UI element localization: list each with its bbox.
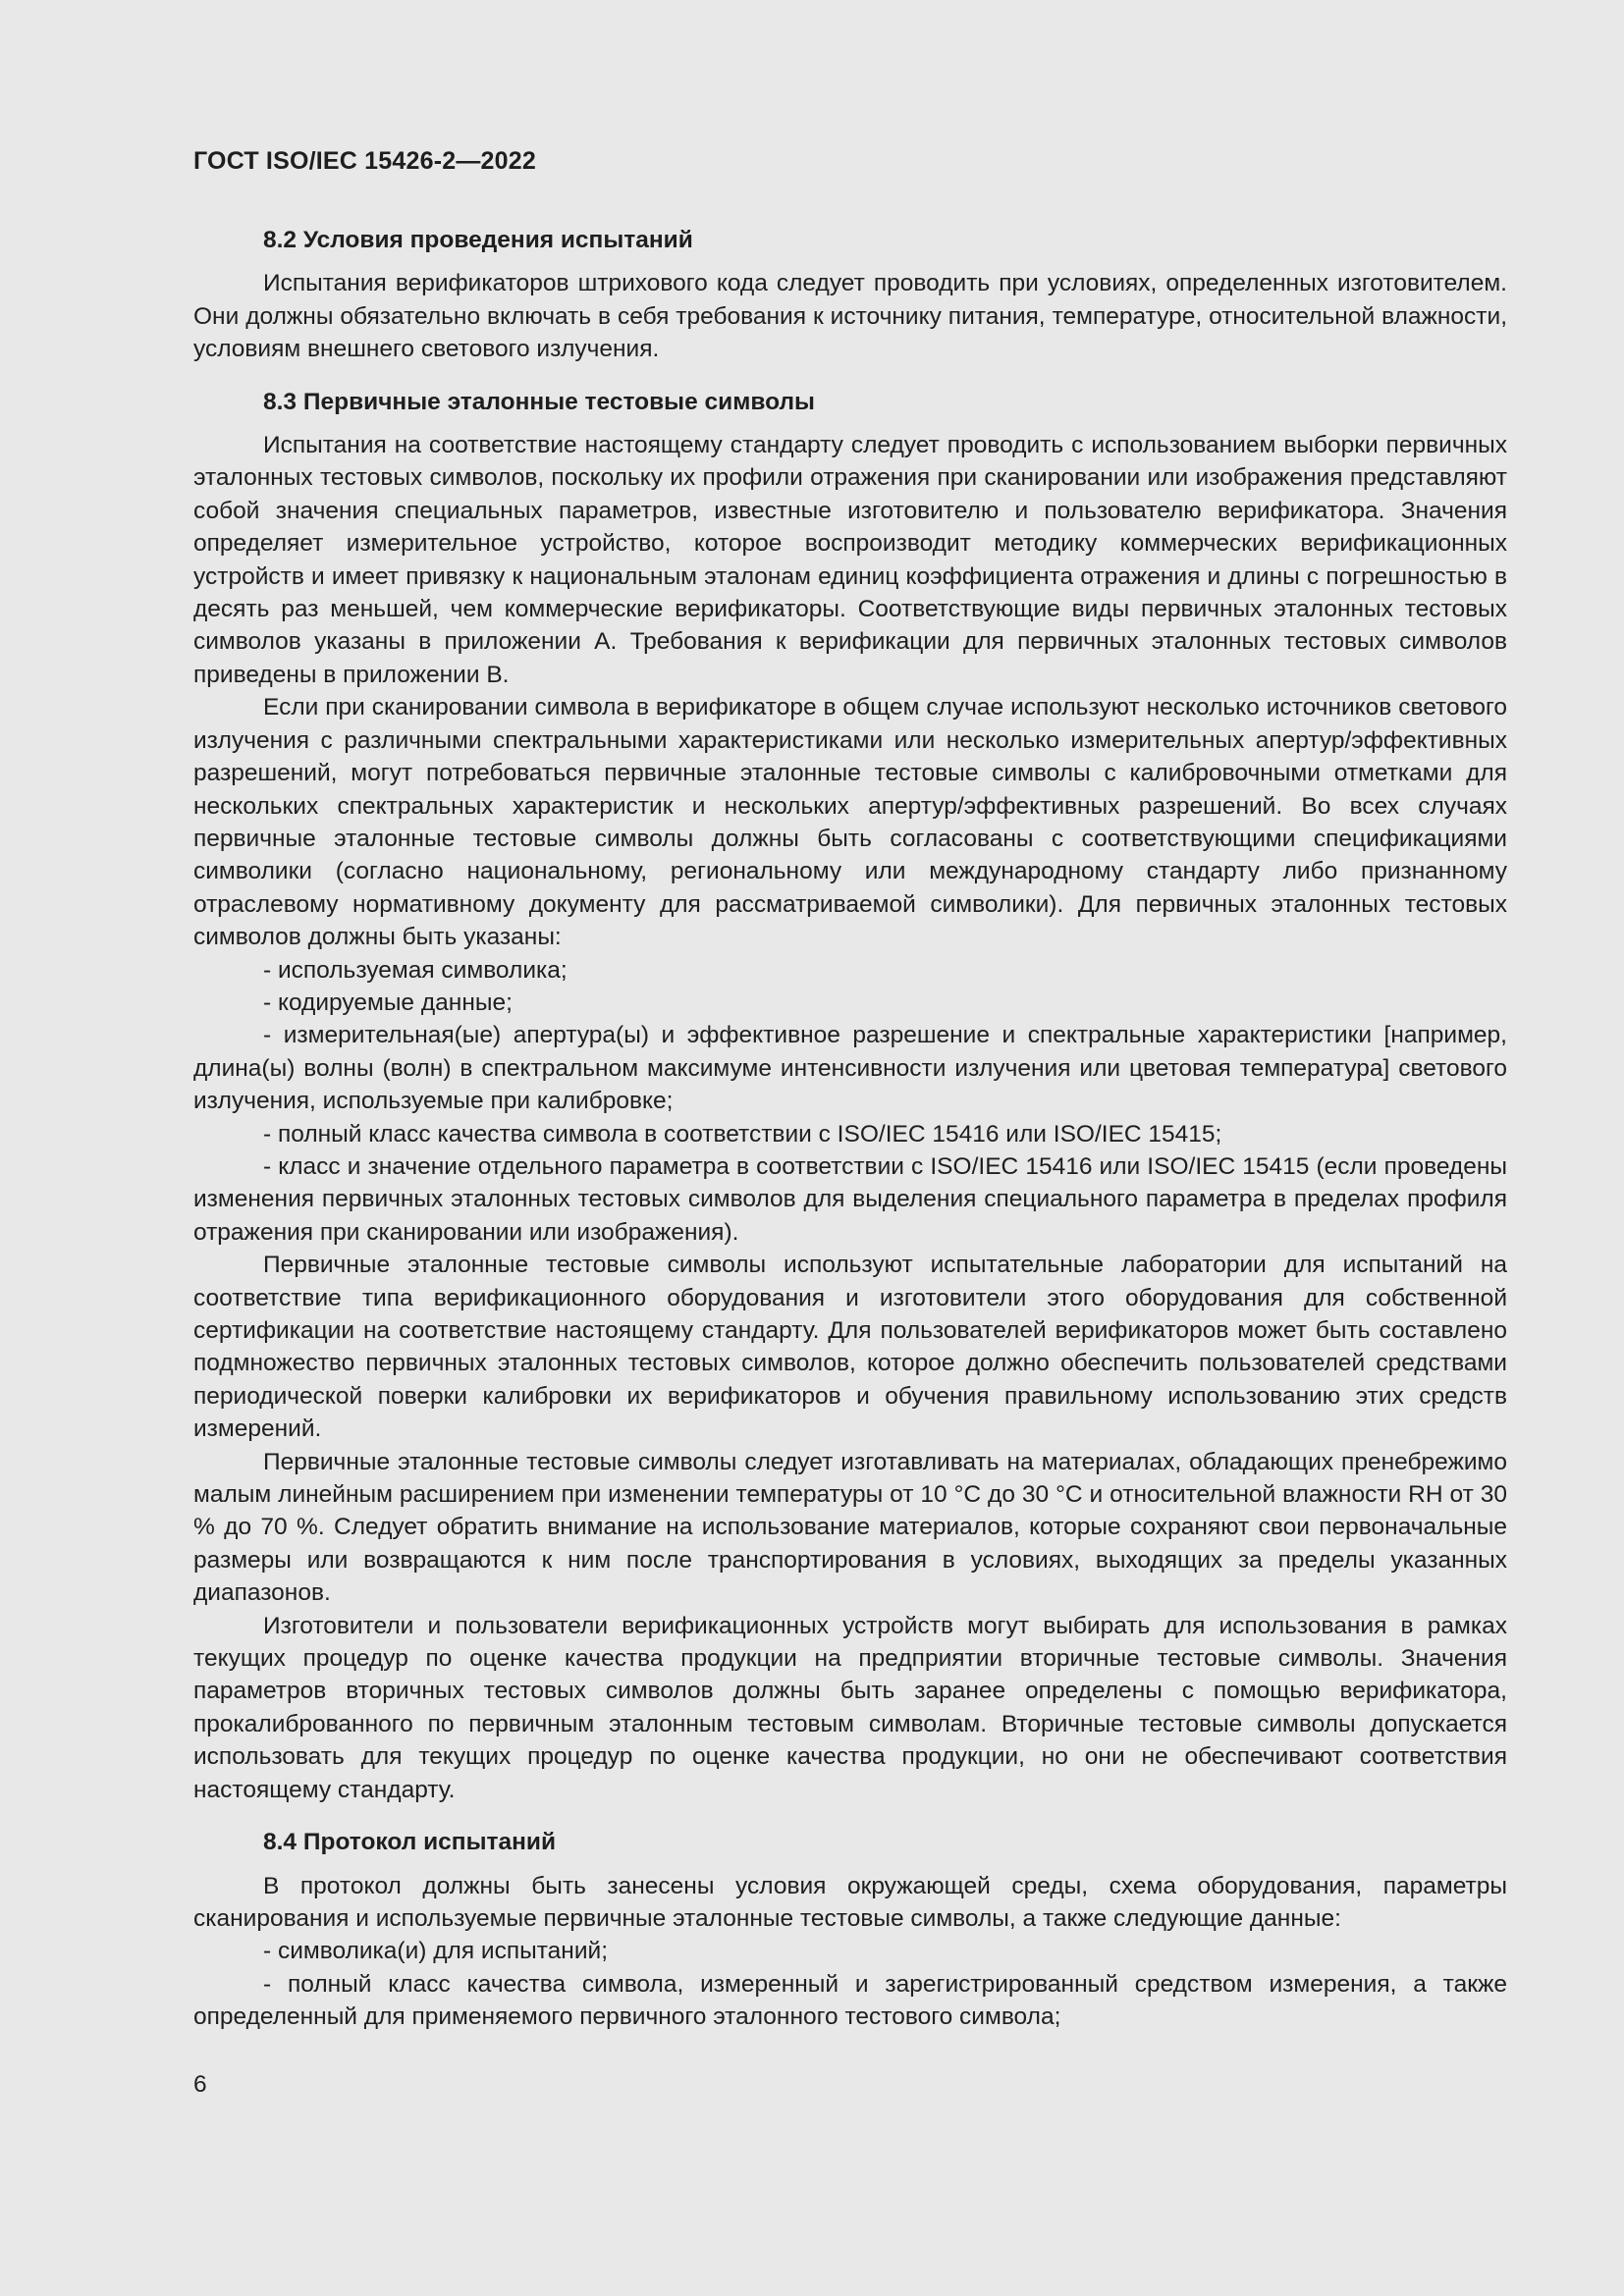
list-item: - полный класс качества символа, измеренный и зарегистрированный средством измерения, а также определенный для применяемого первичного эталонного тестового символа; <box>193 1970 1507 2031</box>
section-heading-8-4: 8.4 Протокол испытаний <box>263 1829 557 1856</box>
paragraph: Изготовители и пользователи верификационных устройств могут выбирать для использования в рамках текущих процедур по оценке качества продукции на предприятии вторичные тестовые символы. Значения параметров вторичных тестовых символов должны быть заранее определены с помощью верификатора, прокалиброванного по первичным эталонным тестовым символам. Вторичные тестовые символы допускается использовать для текущих процедур по оценке качества продукции, но они не обеспечивают соответствия настоящему стандарту. <box>193 1612 1507 1803</box>
paragraph: Первичные эталонные тестовые символы следует изготавливать на материалах, обладающих пренебрежимо малым линейным расширением при изменении температуры от 10 °С до 30 °С и относительной влажности RH от 30 % до 70 %. Следует обратить внимание на использование материалов, которые сохраняют свои первоначальные размеры или возвращаются к ним после транспортирования в условиях, выходящих за пределы указанных диапазонов. <box>193 1448 1507 1607</box>
list-item: - кодируемые данные; <box>263 988 513 1016</box>
section-heading-8-3: 8.3 Первичные эталонные тестовые символы <box>263 388 815 415</box>
list-item: - символика(и) для испытаний; <box>263 1938 609 1965</box>
list-item: - используемая символика; <box>263 956 568 984</box>
page-number: 6 <box>193 2071 207 2098</box>
document-header: ГОСТ ISO/IEC 15426-2—2022 <box>193 147 536 175</box>
paragraph: В протокол должны быть занесены условия окружающей среды, схема оборудования, параметры сканирования и используемые первичные эталонные тестовые символы, а также следующие данные: <box>193 1872 1507 1932</box>
list-item: - измерительная(ые) апертура(ы) и эффективное разрешение и спектральные характеристики [например, длина(ы) волны (волн) в спектральном максимуме интенсивности излучения или цветовая температура] светового излучения, используемые при калибровке; <box>193 1022 1507 1115</box>
list-item: - полный класс качества символа в соответствии с ISO/IEC 15416 или ISO/IEC 15415; <box>263 1120 1222 1148</box>
paragraph: Первичные эталонные тестовые символы используют испытательные лаборатории для испытаний на соответствие типа верификационного оборудования и изготовители этого оборудования для собственной сертификации на соответствие настоящему стандарту. Для пользователей верификаторов может быть составлено подмножество первичных эталонных тестовых символов, которое должно обеспечить пользователей средствами периодической поверки калибровки их верификаторов и обучения правильному использованию этих средств измерений. <box>193 1252 1507 1443</box>
paragraph: Испытания верификаторов штрихового кода следует проводить при условиях, определенных изготовителем. Они должны обязательно включать в себя требования к источнику питания, температуре, относительной влажности, условиям внешнего светового излучения. <box>193 270 1507 363</box>
section-heading-8-2: 8.2 Условия проведения испытаний <box>263 227 693 253</box>
paragraph: Испытания на соответствие настоящему стандарту следует проводить с использованием выборки первичных эталонных тестовых символов, поскольку их профили отражения при сканировании или изображения представляют собой значения специальных параметров, известные изготовителю и пользователю верификатора. Значения определяет измерительное устройство, которое воспроизводит методику коммерческих верификационных устройств и имеет привязку к национальным эталонам единиц коэффициента отражения и длины с погрешностью в десять раз меньшей, чем коммерческие верификаторы. Соответствующие виды первичных эталонных тестовых символов указаны в приложении А. Требования к верификации для первичных эталонных тестовых символов приведены в приложении В. <box>193 432 1507 688</box>
list-item: - класс и значение отдельного параметра в соответствии с ISO/IEC 15416 или ISO/IEC 15415 (если проведены изменения первичных эталонных тестовых символов для выделения специального параметра в пределах профиля отражения при сканировании или изображения). <box>193 1152 1507 1246</box>
document-body <box>193 224 1507 2034</box>
paragraph: Если при сканировании символа в верификаторе в общем случае используют несколько источников светового излучения с различными спектральными характеристиками или несколько измерительных апертур/эффективных разрешений, могут потребоваться первичные эталонные тестовые символы с калибровочными отметками для нескольких спектральных характеристик и нескольких апертур/эффективных разрешений. Во всех случаях первичные эталонные тестовые символы должны быть согласованы с соответствующими спецификациями символики (согласно национальному, региональному или международному стандарту либо признанному отраслевому нормативному документу для рассматриваемой символики). Для первичных эталонных тестовых символов должны быть указаны: <box>193 694 1507 951</box>
